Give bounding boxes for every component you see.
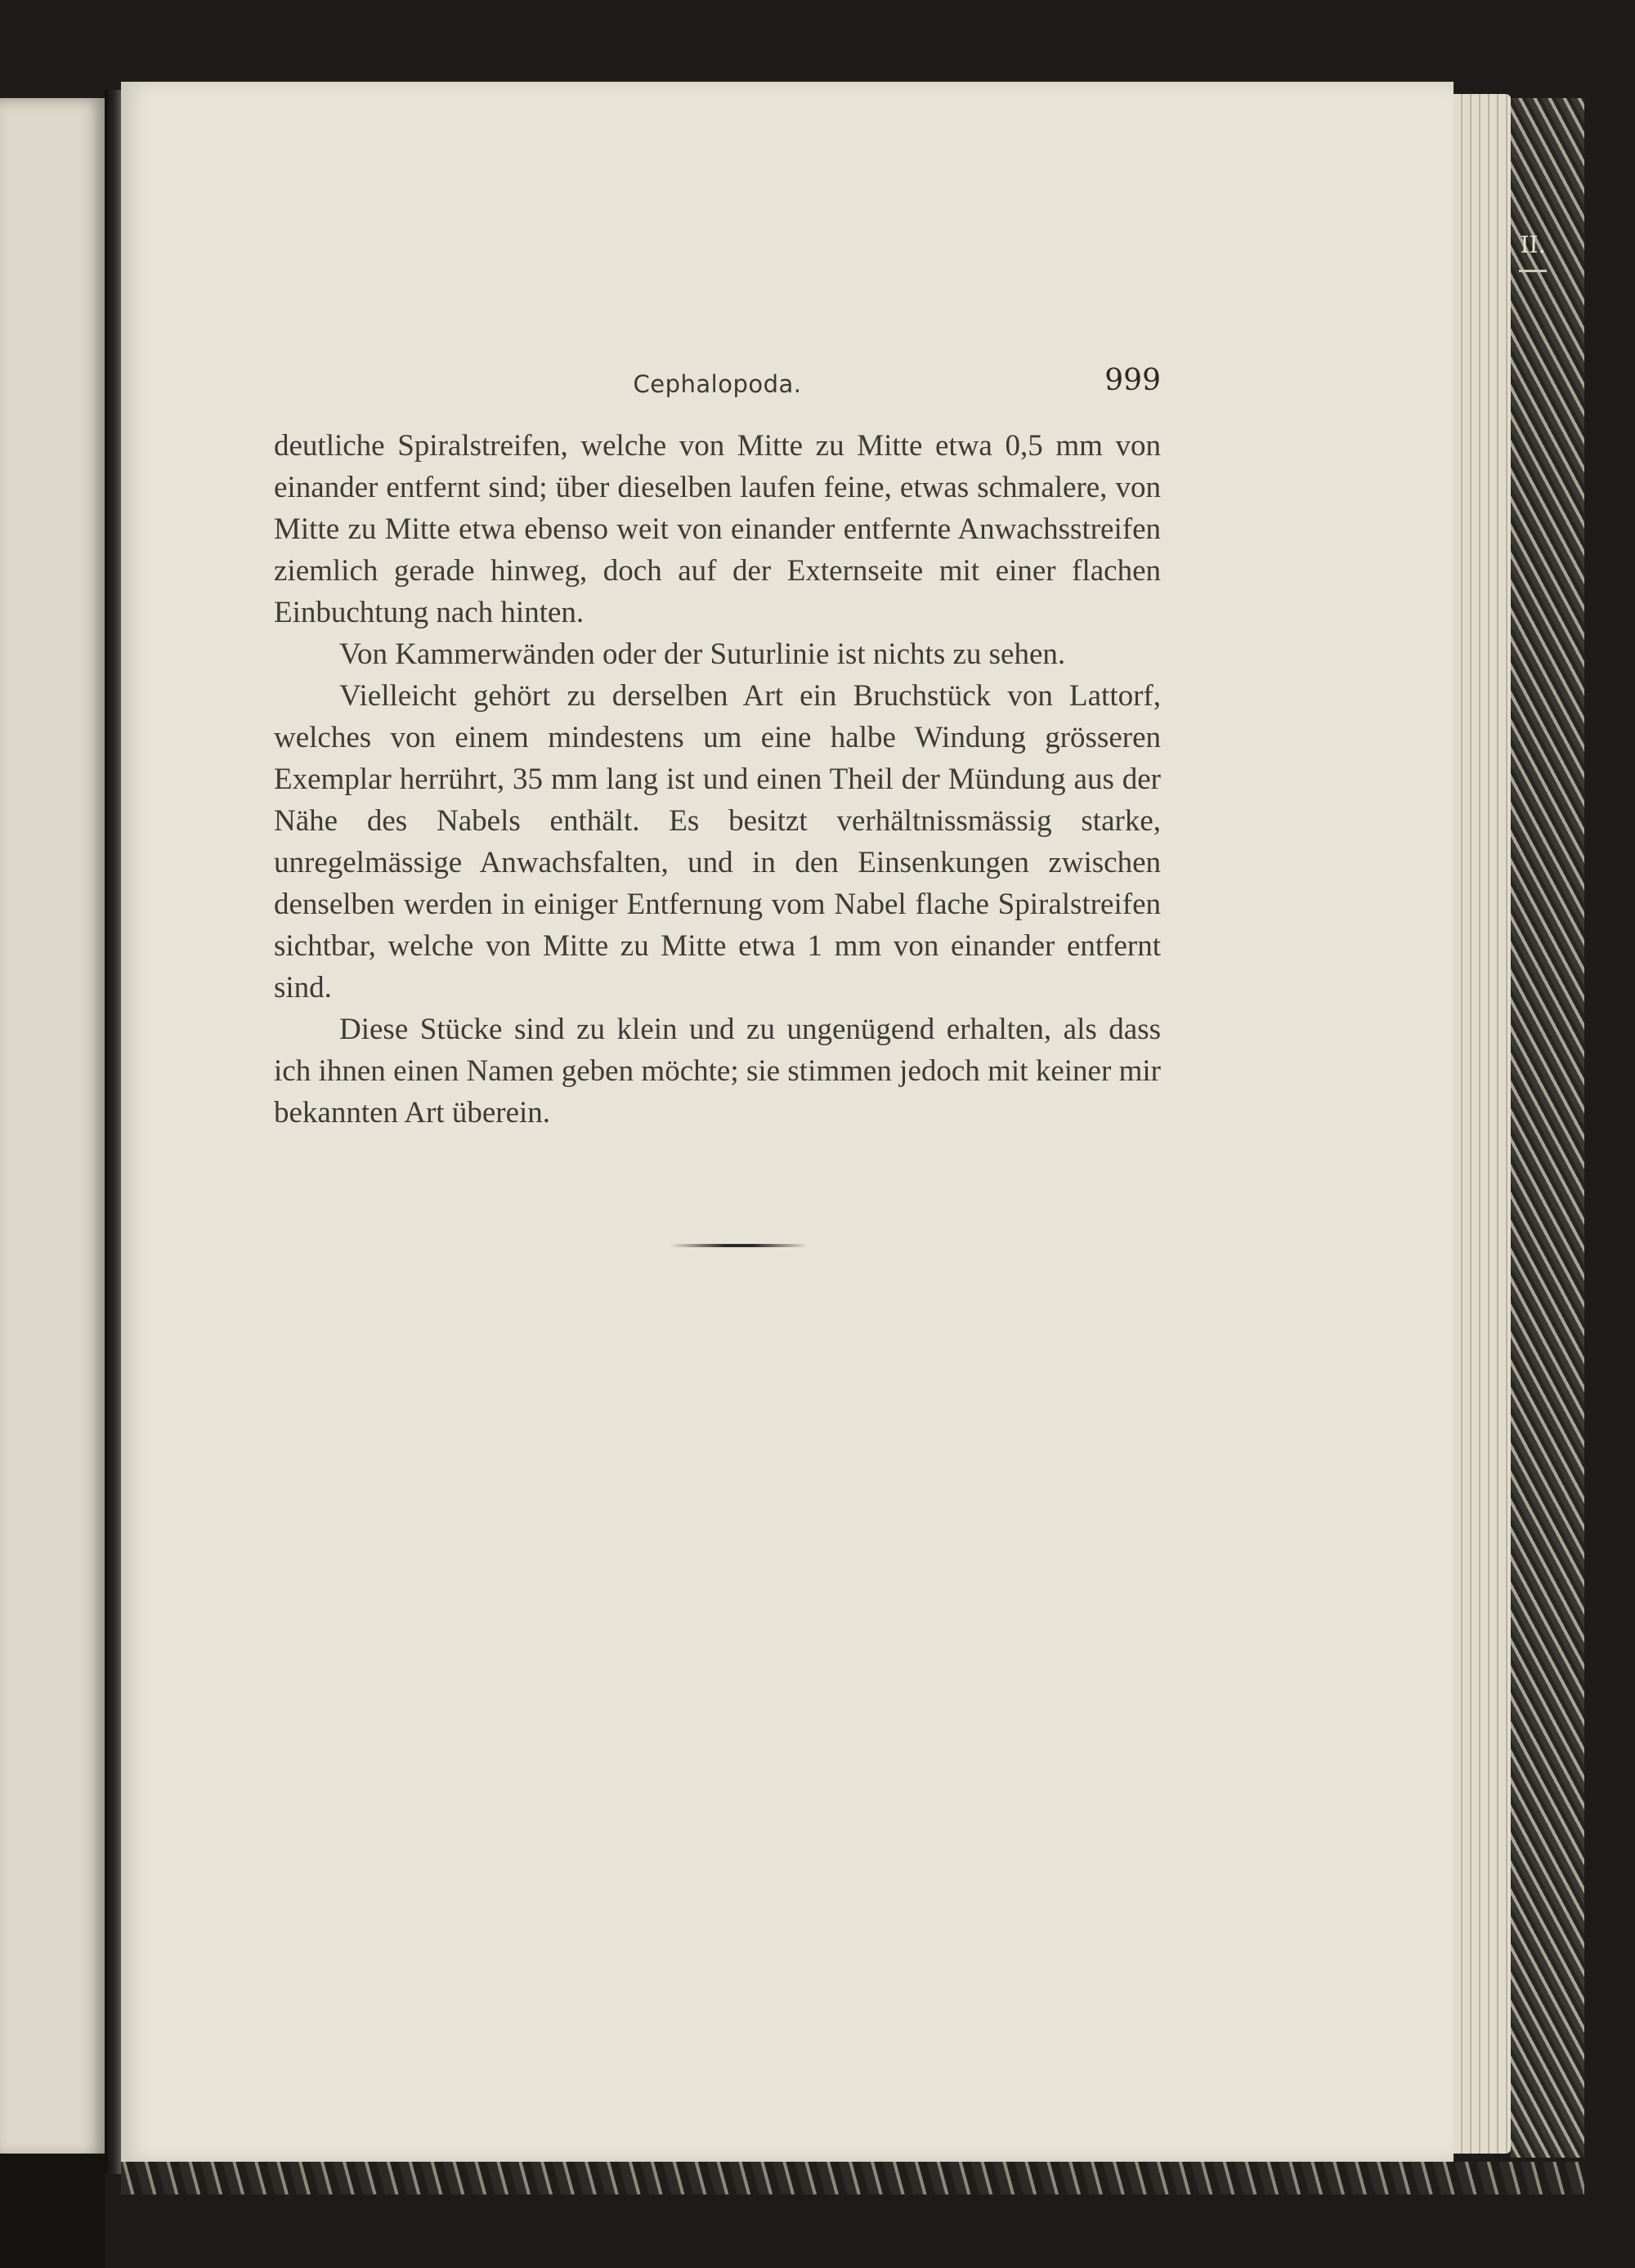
section-tab-label: II. (1520, 231, 1546, 258)
running-head (274, 364, 1161, 405)
paragraph: Vielleicht gehört zu derselben Art ein Bruchstück von Lattorf, welches von einem mindestens um eine halbe Windung grösseren Exemplar herrührt, 35 mm lang ist und einen Theil der Mündung aus der Nähe des Nabels enthält. Es besitzt verhältnissmässig starke, unregelmässige Anwachsfalten, und in den Einsenkungen zwischen denselben werden in einiger Entfernung vom Nabel flache Spiralstreifen sichtbar, welche von Mitte zu Mitte etwa 1 mm von einander entfernt sind. (274, 679, 1161, 1004)
section-tab-rule (1519, 270, 1547, 272)
book-gutter (105, 90, 121, 2174)
paragraph: Diese Stücke sind zu klein und zu ungenügend erhalten, als dass ich ihnen einen Namen geben möchte; sie stimmen jedoch mit keiner mir bekannten Art überein. (274, 1013, 1161, 1130)
left-page (0, 98, 105, 2158)
paragraph-continued: deutliche Spiralstreifen, welche von Mitte zu Mitte etwa 0,5 mm von einander entfernt sind; über dieselben laufen feine, etwas schmalere, von Mitte zu Mitte etwa ebenso weit von einander entfernte Anwachsstreifen ziemlich gerade hinweg, doch auf der Externseite mit einer flachen Einbuchtung nach hinten. (274, 429, 1161, 629)
running-head-title: Cephalopoda. (633, 370, 802, 398)
page-edges (1454, 94, 1511, 2154)
bottom-cover-edge (121, 2162, 1584, 2194)
body-text (274, 425, 1161, 1134)
marbled-cover-edge (1511, 98, 1584, 2158)
paragraph: Von Kammerwänden oder der Suturlinie ist nichts zu sehen. (339, 637, 1066, 671)
end-rule-ornament (670, 1244, 808, 1247)
page-number: 999 (1104, 364, 1161, 397)
left-cover-edge (0, 2154, 105, 2268)
